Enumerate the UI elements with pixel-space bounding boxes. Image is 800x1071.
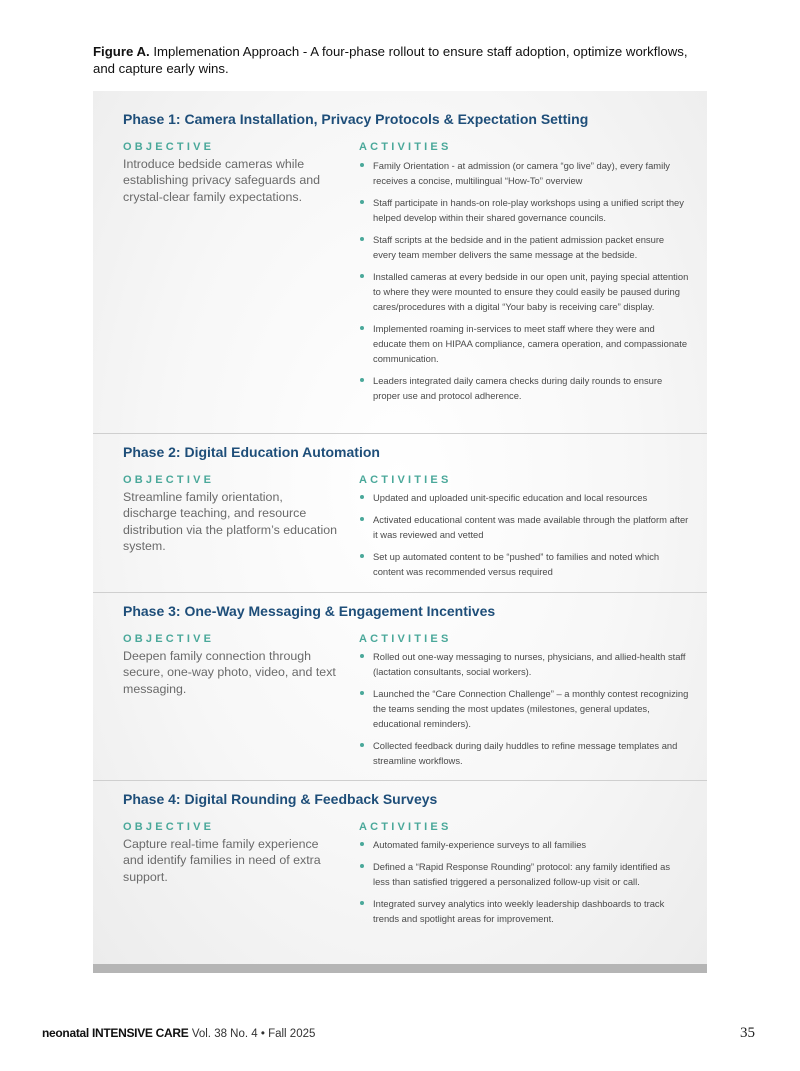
implementation-panel	[93, 91, 707, 964]
activity-item: Rolled out one-way messaging to nurses, physicians, and allied-health staff (lactation consultants, social workers).	[359, 649, 689, 679]
activity-item: Activated educational content was made available through the platform after it was reviewed and vetted	[359, 512, 689, 542]
activities-label: ACTIVITIES	[359, 633, 452, 645]
footer-journal	[42, 1026, 315, 1040]
objective-text: Deepen family connection through secure, one-way photo, video, and text messaging.	[123, 649, 336, 696]
objective-label: OBJECTIVE	[123, 141, 215, 153]
activities-label: ACTIVITIES	[359, 821, 452, 833]
activities-list	[359, 490, 689, 586]
phase-title: Phase 3: One-Way Messaging & Engagement Incentives	[123, 603, 496, 619]
activity-item: Implemented roaming in-services to meet staff where they were and educate them on HIPAA compliance, camera operation, and compassionate communication.	[359, 321, 689, 366]
journal-volume: Vol. 38 No. 4 • Fall 2025	[191, 1028, 316, 1040]
activity-item: Defined a “Rapid Response Rounding” protocol: any family identified as less than satisfied triggered a personalized follow-up visit or call.	[359, 859, 689, 889]
phase-title: Phase 2: Digital Education Automation	[123, 444, 380, 460]
activity-item: Staff participate in hands-on role-play workshops using a unified script they helped develop within their shared governance councils.	[359, 195, 689, 225]
objective-text: Streamline family orientation, discharge teaching, and resource distribution via the platform’s education system.	[123, 490, 337, 553]
figure-caption-text: Implemenation Approach - A four-phase rollout to ensure staff adoption, optimize workflows, and capture early wins.	[93, 44, 688, 76]
phase-4-section	[93, 781, 707, 964]
activities-list	[359, 837, 689, 933]
objective-text: Capture real-time family experience and identify families in need of extra support.	[123, 837, 321, 884]
figure-caption	[93, 43, 713, 77]
activity-item: Installed cameras at every bedside in our open unit, paying special attention to where they were mounted to ensure they could easily be paused during cares/procedures with a digital “Your baby is receiving care” display.	[359, 269, 689, 314]
phase-3-section	[93, 593, 707, 780]
activities-label: ACTIVITIES	[359, 141, 452, 153]
activity-item: Integrated survey analytics into weekly leadership dashboards to track trends and spotlight areas for improvement.	[359, 896, 689, 926]
objective-text: Introduce bedside cameras while establishing privacy safeguards and crystal-clear family expectations.	[123, 157, 320, 204]
activities-label: ACTIVITIES	[359, 474, 452, 486]
objective-label: OBJECTIVE	[123, 633, 215, 645]
activities-list	[359, 158, 689, 410]
panel-bottom-bar	[93, 964, 707, 973]
phase-2-section	[93, 434, 707, 592]
activities-list	[359, 649, 689, 775]
activity-item: Updated and uploaded unit-specific education and local resources	[359, 490, 689, 505]
journal-name: neonatal INTENSIVE CARE	[42, 1026, 189, 1040]
activity-item: Leaders integrated daily camera checks during daily rounds to ensure proper use and protocol adherence.	[359, 373, 689, 403]
activity-item: Launched the “Care Connection Challenge” – a monthly contest recognizing the teams sending the most updates (milestones, general updates, educational reminders).	[359, 686, 689, 731]
activity-item: Collected feedback during daily huddles to refine message templates and streamline workflows.	[359, 738, 689, 768]
activity-item: Automated family-experience surveys to all families	[359, 837, 689, 852]
objective-label: OBJECTIVE	[123, 474, 215, 486]
activity-item: Family Orientation - at admission (or camera “go live” day), every family receives a concise, multilingual “How-To” overview	[359, 158, 689, 188]
phase-title: Phase 1: Camera Installation, Privacy Protocols & Expectation Setting	[123, 111, 589, 127]
objective-label: OBJECTIVE	[123, 821, 215, 833]
phase-title: Phase 4: Digital Rounding & Feedback Surveys	[123, 791, 438, 807]
page-number: 35	[740, 1025, 755, 1041]
phase-1-section	[93, 91, 707, 433]
figure-label: Figure A.	[93, 44, 150, 59]
activity-item: Staff scripts at the bedside and in the patient admission packet ensure every team member delivers the same message at the bedside.	[359, 232, 689, 262]
activity-item: Set up automated content to be “pushed” to families and noted which content was recommended versus required	[359, 549, 689, 579]
